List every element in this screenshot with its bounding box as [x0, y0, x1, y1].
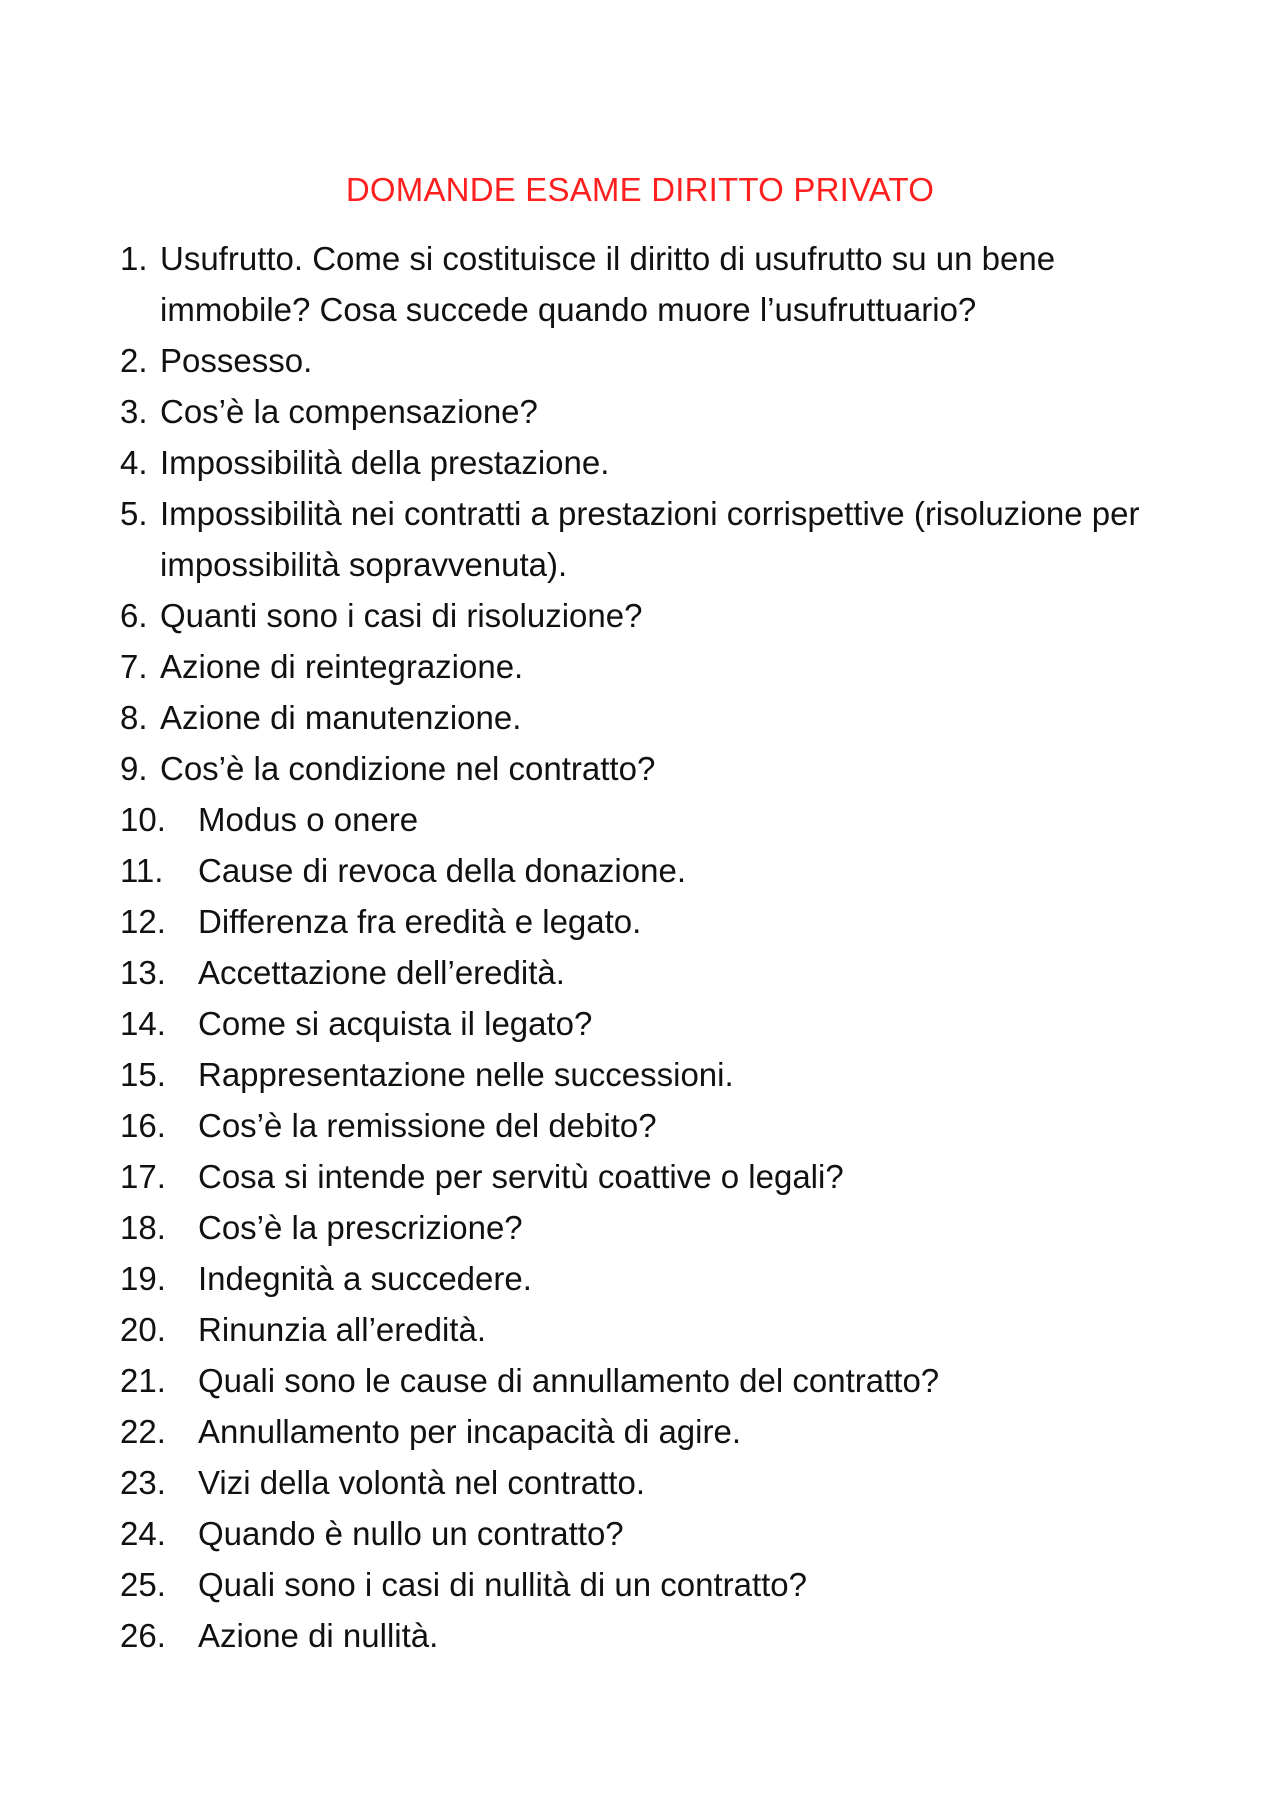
question-number: 23.	[120, 1464, 166, 1501]
question-text: Cause di revoca della donazione.	[198, 852, 686, 889]
question-number: 17.	[120, 1158, 166, 1195]
question-text: Cos’è la compensazione?	[160, 393, 538, 430]
question-item-13	[120, 947, 1160, 998]
question-item-4	[120, 437, 1160, 488]
question-number: 4.	[120, 444, 148, 481]
question-number: 14.	[120, 1005, 166, 1042]
question-item-20	[120, 1304, 1160, 1355]
question-number: 26.	[120, 1617, 166, 1654]
question-text: Differenza fra eredità e legato.	[198, 903, 642, 940]
question-item-18	[120, 1202, 1160, 1253]
question-number: 8.	[120, 699, 148, 736]
question-text: Vizi della volontà nel contratto.	[198, 1464, 645, 1501]
question-list	[120, 233, 1160, 1661]
question-text: Quali sono i casi di nullità di un contratto?	[198, 1566, 808, 1603]
question-number: 22.	[120, 1413, 166, 1450]
question-number: 11.	[120, 852, 164, 889]
question-item-14	[120, 998, 1160, 1049]
question-item-1	[120, 233, 1160, 335]
question-text: Cos’è la prescrizione?	[198, 1209, 523, 1246]
question-item-23	[120, 1457, 1160, 1508]
question-text: Quanti sono i casi di risoluzione?	[160, 597, 643, 634]
question-number: 12.	[120, 903, 166, 940]
question-number: 19.	[120, 1260, 166, 1297]
question-number: 20.	[120, 1311, 166, 1348]
question-number: 13.	[120, 954, 166, 991]
question-number: 10.	[120, 801, 166, 838]
question-item-9	[120, 743, 1160, 794]
question-number: 1.	[120, 240, 148, 277]
question-item-2	[120, 335, 1160, 386]
question-item-21	[120, 1355, 1160, 1406]
question-item-8	[120, 692, 1160, 743]
question-item-19	[120, 1253, 1160, 1304]
question-item-11	[120, 845, 1160, 896]
question-item-10	[120, 794, 1160, 845]
question-text: Impossibilità nei contratti a prestazioni corrispettive (risoluzione per impossibilità sopravvenuta).	[160, 495, 1140, 583]
question-text: Impossibilità della prestazione.	[160, 444, 610, 481]
question-text: Annullamento per incapacità di agire.	[198, 1413, 742, 1450]
question-number: 3.	[120, 393, 148, 430]
question-item-12	[120, 896, 1160, 947]
document-title: DOMANDE ESAME DIRITTO PRIVATO	[345, 171, 935, 208]
question-number: 9.	[120, 750, 148, 787]
question-text: Possesso.	[160, 342, 313, 379]
question-number: 16.	[120, 1107, 166, 1144]
question-text: Rinunzia all’eredità.	[198, 1311, 486, 1348]
question-number: 5.	[120, 495, 148, 532]
question-text: Azione di reintegrazione.	[160, 648, 524, 685]
question-item-22	[120, 1406, 1160, 1457]
question-item-7	[120, 641, 1160, 692]
question-text: Come si acquista il legato?	[198, 1005, 593, 1042]
question-text: Accettazione dell’eredità.	[198, 954, 565, 991]
question-text: Rappresentazione nelle successioni.	[198, 1056, 734, 1093]
question-number: 21.	[120, 1362, 166, 1399]
question-number: 2.	[120, 342, 148, 379]
question-item-26	[120, 1610, 1160, 1661]
question-item-24	[120, 1508, 1160, 1559]
question-text: Azione di manutenzione.	[160, 699, 522, 736]
question-text: Cos’è la condizione nel contratto?	[160, 750, 656, 787]
question-text: Cosa si intende per servitù coattive o legali?	[198, 1158, 844, 1195]
question-item-16	[120, 1100, 1160, 1151]
question-item-5	[120, 488, 1160, 590]
question-item-25	[120, 1559, 1160, 1610]
question-number: 24.	[120, 1515, 166, 1552]
question-text: Modus o onere	[198, 801, 419, 838]
question-text: Quando è nullo un contratto?	[198, 1515, 624, 1552]
question-text: Usufrutto. Come si costituisce il diritto di usufrutto su un bene immobile? Cosa succede quando muore l’usufruttuario?	[160, 240, 1056, 328]
question-item-15	[120, 1049, 1160, 1100]
question-number: 6.	[120, 597, 148, 634]
question-number: 15.	[120, 1056, 166, 1093]
question-item-6	[120, 590, 1160, 641]
question-text: Azione di nullità.	[198, 1617, 439, 1654]
question-item-3	[120, 386, 1160, 437]
question-text: Quali sono le cause di annullamento del contratto?	[198, 1362, 940, 1399]
question-number: 7.	[120, 648, 148, 685]
question-number: 18.	[120, 1209, 166, 1246]
question-number: 25.	[120, 1566, 166, 1603]
question-text: Cos’è la remissione del debito?	[198, 1107, 657, 1144]
question-item-17	[120, 1151, 1160, 1202]
question-text: Indegnità a succedere.	[198, 1260, 532, 1297]
